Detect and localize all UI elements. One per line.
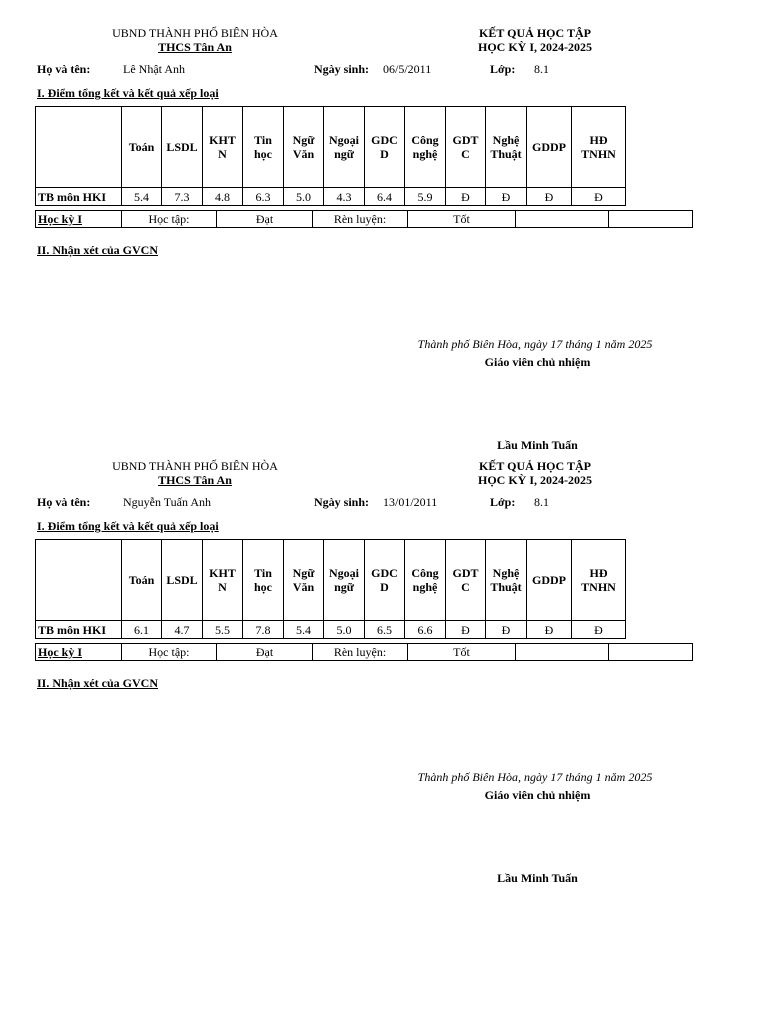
subject-header-line: GDDP [532, 573, 566, 587]
teacher-title: Giáo viên chủ nhiệm [484, 355, 591, 369]
subject-score: 6.4 [365, 188, 405, 206]
subject-header-line: ngữ [334, 580, 354, 594]
grades-table [35, 539, 626, 639]
subject-header-line: GDDP [532, 140, 566, 154]
subject-header [572, 107, 626, 188]
dob-label: Ngày sinh: [314, 495, 370, 509]
subject-header-line: Công [411, 566, 439, 580]
grades-header-row [36, 107, 626, 188]
subject-header [122, 107, 162, 188]
subject-header [486, 540, 527, 621]
conduct-summary-table [35, 210, 693, 228]
section-2-title: II. Nhận xét của GVCN [37, 243, 159, 257]
conduct-result: Tốt [408, 644, 516, 661]
subject-header-line: KHT [209, 133, 236, 147]
summary-empty-cell [609, 211, 693, 228]
place-date: Thành phố Biên Hòa, ngày 17 tháng 1 năm 2025 [417, 337, 653, 351]
student-name: Nguyễn Tuấn Anh [123, 495, 212, 509]
subject-header-line: C [461, 580, 470, 594]
subject-score: 4.3 [324, 188, 365, 206]
subject-header [446, 107, 486, 188]
semester-title: HỌC KỲ I, 2024-2025 [478, 40, 592, 54]
summary-row [36, 211, 693, 228]
study-result: Đạt [217, 211, 313, 228]
teacher-name: Lầu Minh Tuấn [497, 438, 578, 452]
school-name: THCS Tân An [158, 473, 232, 487]
subject-header [284, 540, 324, 621]
subject-header-line: Văn [292, 147, 315, 161]
subject-score: 5.9 [405, 188, 446, 206]
subject-header-line: Toán [128, 573, 155, 587]
subject-header-line: Toán [128, 140, 155, 154]
semester-title: HỌC KỲ I, 2024-2025 [478, 473, 592, 487]
subject-header-line: Văn [292, 580, 315, 594]
subject-header [284, 107, 324, 188]
subject-header-line: Nghệ [492, 566, 520, 580]
subject-score: Đ [446, 188, 486, 206]
subject-score: Đ [527, 621, 572, 639]
report-card [0, 433, 768, 885]
class-label: Lớp: [490, 62, 516, 76]
district-name: UBND THÀNH PHỐ BIÊN HÒA [112, 459, 278, 473]
subject-header [324, 107, 365, 188]
subject-header-line: LSDL [166, 140, 198, 154]
subject-header-line: học [254, 580, 272, 594]
subject-score: Đ [527, 188, 572, 206]
subject-header [162, 107, 203, 188]
subject-header-line: Tin [254, 566, 272, 580]
grades-value-row [36, 621, 626, 639]
subject-score: 4.8 [203, 188, 243, 206]
subject-score: 6.6 [405, 621, 446, 639]
subject-header-line: Thuật [490, 147, 522, 161]
grades-row-label: TB môn HKI [36, 621, 122, 639]
summary-row [36, 644, 693, 661]
subject-score: Đ [572, 621, 626, 639]
student-class: 8.1 [534, 62, 549, 76]
student-dob: 06/5/2011 [383, 62, 432, 76]
student-class: 8.1 [534, 495, 549, 509]
subject-score: Đ [446, 621, 486, 639]
class-label: Lớp: [490, 495, 516, 509]
subject-header [365, 107, 405, 188]
report-title: KẾT QUẢ HỌC TẬP [479, 459, 591, 473]
subject-header-line: Thuật [490, 580, 522, 594]
subject-score: 6.5 [365, 621, 405, 639]
subject-header-line: Ngoại [329, 566, 359, 580]
subject-score: 5.0 [284, 188, 324, 206]
subject-score: Đ [572, 188, 626, 206]
subject-score: 5.0 [324, 621, 365, 639]
grades-table [35, 106, 626, 206]
conduct-label: Rèn luyện: [313, 211, 408, 228]
subject-header-line: Công [411, 133, 439, 147]
subject-header-line: GDT [452, 133, 479, 147]
subject-header [122, 540, 162, 621]
student-dob: 13/01/2011 [383, 495, 438, 509]
subject-header-line: KHT [209, 566, 236, 580]
study-label: Học tập: [122, 211, 217, 228]
name-label: Họ và tên: [37, 62, 91, 76]
subject-header-line: D [380, 147, 389, 161]
study-result: Đạt [217, 644, 313, 661]
summary-empty-cell [609, 644, 693, 661]
summary-empty-cell [516, 644, 609, 661]
subject-header-line: HĐ [589, 566, 608, 580]
subject-header [405, 540, 446, 621]
subject-header [243, 540, 284, 621]
subject-header [405, 107, 446, 188]
subject-score: 5.5 [203, 621, 243, 639]
summary-empty-cell [516, 211, 609, 228]
subject-header-line: Ngoại [329, 133, 359, 147]
subject-header-line: GDC [371, 566, 398, 580]
subject-header-line: ngữ [334, 147, 354, 161]
report-title: KẾT QUẢ HỌC TẬP [479, 26, 591, 40]
school-name: THCS Tân An [158, 40, 232, 54]
subject-header [365, 540, 405, 621]
subject-header [324, 540, 365, 621]
subject-header-line: D [380, 580, 389, 594]
subject-header-line: HĐ [589, 133, 608, 147]
subject-score: Đ [486, 188, 527, 206]
semester-label: Học kỳ I [36, 644, 122, 661]
subject-header-line: Ngữ [292, 133, 315, 147]
subject-header-line: TNHN [581, 147, 616, 161]
report-card [0, 0, 768, 452]
subject-header [527, 107, 572, 188]
subject-header-line: GDC [371, 133, 398, 147]
name-label: Họ và tên: [37, 495, 91, 509]
subject-header-line: N [218, 147, 227, 161]
subject-header [527, 540, 572, 621]
subject-header-line: Ngữ [292, 566, 315, 580]
subject-header [243, 107, 284, 188]
district-name: UBND THÀNH PHỐ BIÊN HÒA [112, 26, 278, 40]
subject-header-line: C [461, 147, 470, 161]
grades-value-row [36, 188, 626, 206]
subject-header-line: nghệ [412, 580, 438, 594]
subject-header-line: nghệ [412, 147, 438, 161]
subject-header [203, 107, 243, 188]
subject-score: 6.1 [122, 621, 162, 639]
conduct-label: Rèn luyện: [313, 644, 408, 661]
header-corner-cell [36, 540, 122, 621]
dob-label: Ngày sinh: [314, 62, 370, 76]
subject-header-line: Tin [254, 133, 272, 147]
semester-label: Học kỳ I [36, 211, 122, 228]
subject-score: 5.4 [122, 188, 162, 206]
subject-score: 6.3 [243, 188, 284, 206]
subject-score: 4.7 [162, 621, 203, 639]
section-1-title: I. Điểm tổng kết và kết quả xếp loại [37, 86, 219, 100]
teacher-title: Giáo viên chủ nhiệm [484, 788, 591, 802]
subject-header-line: LSDL [166, 573, 198, 587]
conduct-result: Tốt [408, 211, 516, 228]
subject-header [572, 540, 626, 621]
subject-header [446, 540, 486, 621]
subject-header [486, 107, 527, 188]
section-2-title: II. Nhận xét của GVCN [37, 676, 159, 690]
subject-score: 5.4 [284, 621, 324, 639]
student-name: Lê Nhật Anh [123, 62, 185, 76]
teacher-name: Lầu Minh Tuấn [497, 871, 578, 885]
grades-row-label: TB môn HKI [36, 188, 122, 206]
subject-score: 7.3 [162, 188, 203, 206]
section-1-title: I. Điểm tổng kết và kết quả xếp loại [37, 519, 219, 533]
subject-header-line: Nghệ [492, 133, 520, 147]
subject-header-line: N [218, 580, 227, 594]
subject-header-line: học [254, 147, 272, 161]
subject-score: Đ [486, 621, 527, 639]
grades-header-row [36, 540, 626, 621]
subject-score: 7.8 [243, 621, 284, 639]
header-corner-cell [36, 107, 122, 188]
subject-header [203, 540, 243, 621]
place-date: Thành phố Biên Hòa, ngày 17 tháng 1 năm 2025 [417, 770, 653, 784]
subject-header-line: TNHN [581, 580, 616, 594]
study-label: Học tập: [122, 644, 217, 661]
conduct-summary-table [35, 643, 693, 661]
subject-header-line: GDT [452, 566, 479, 580]
subject-header [162, 540, 203, 621]
